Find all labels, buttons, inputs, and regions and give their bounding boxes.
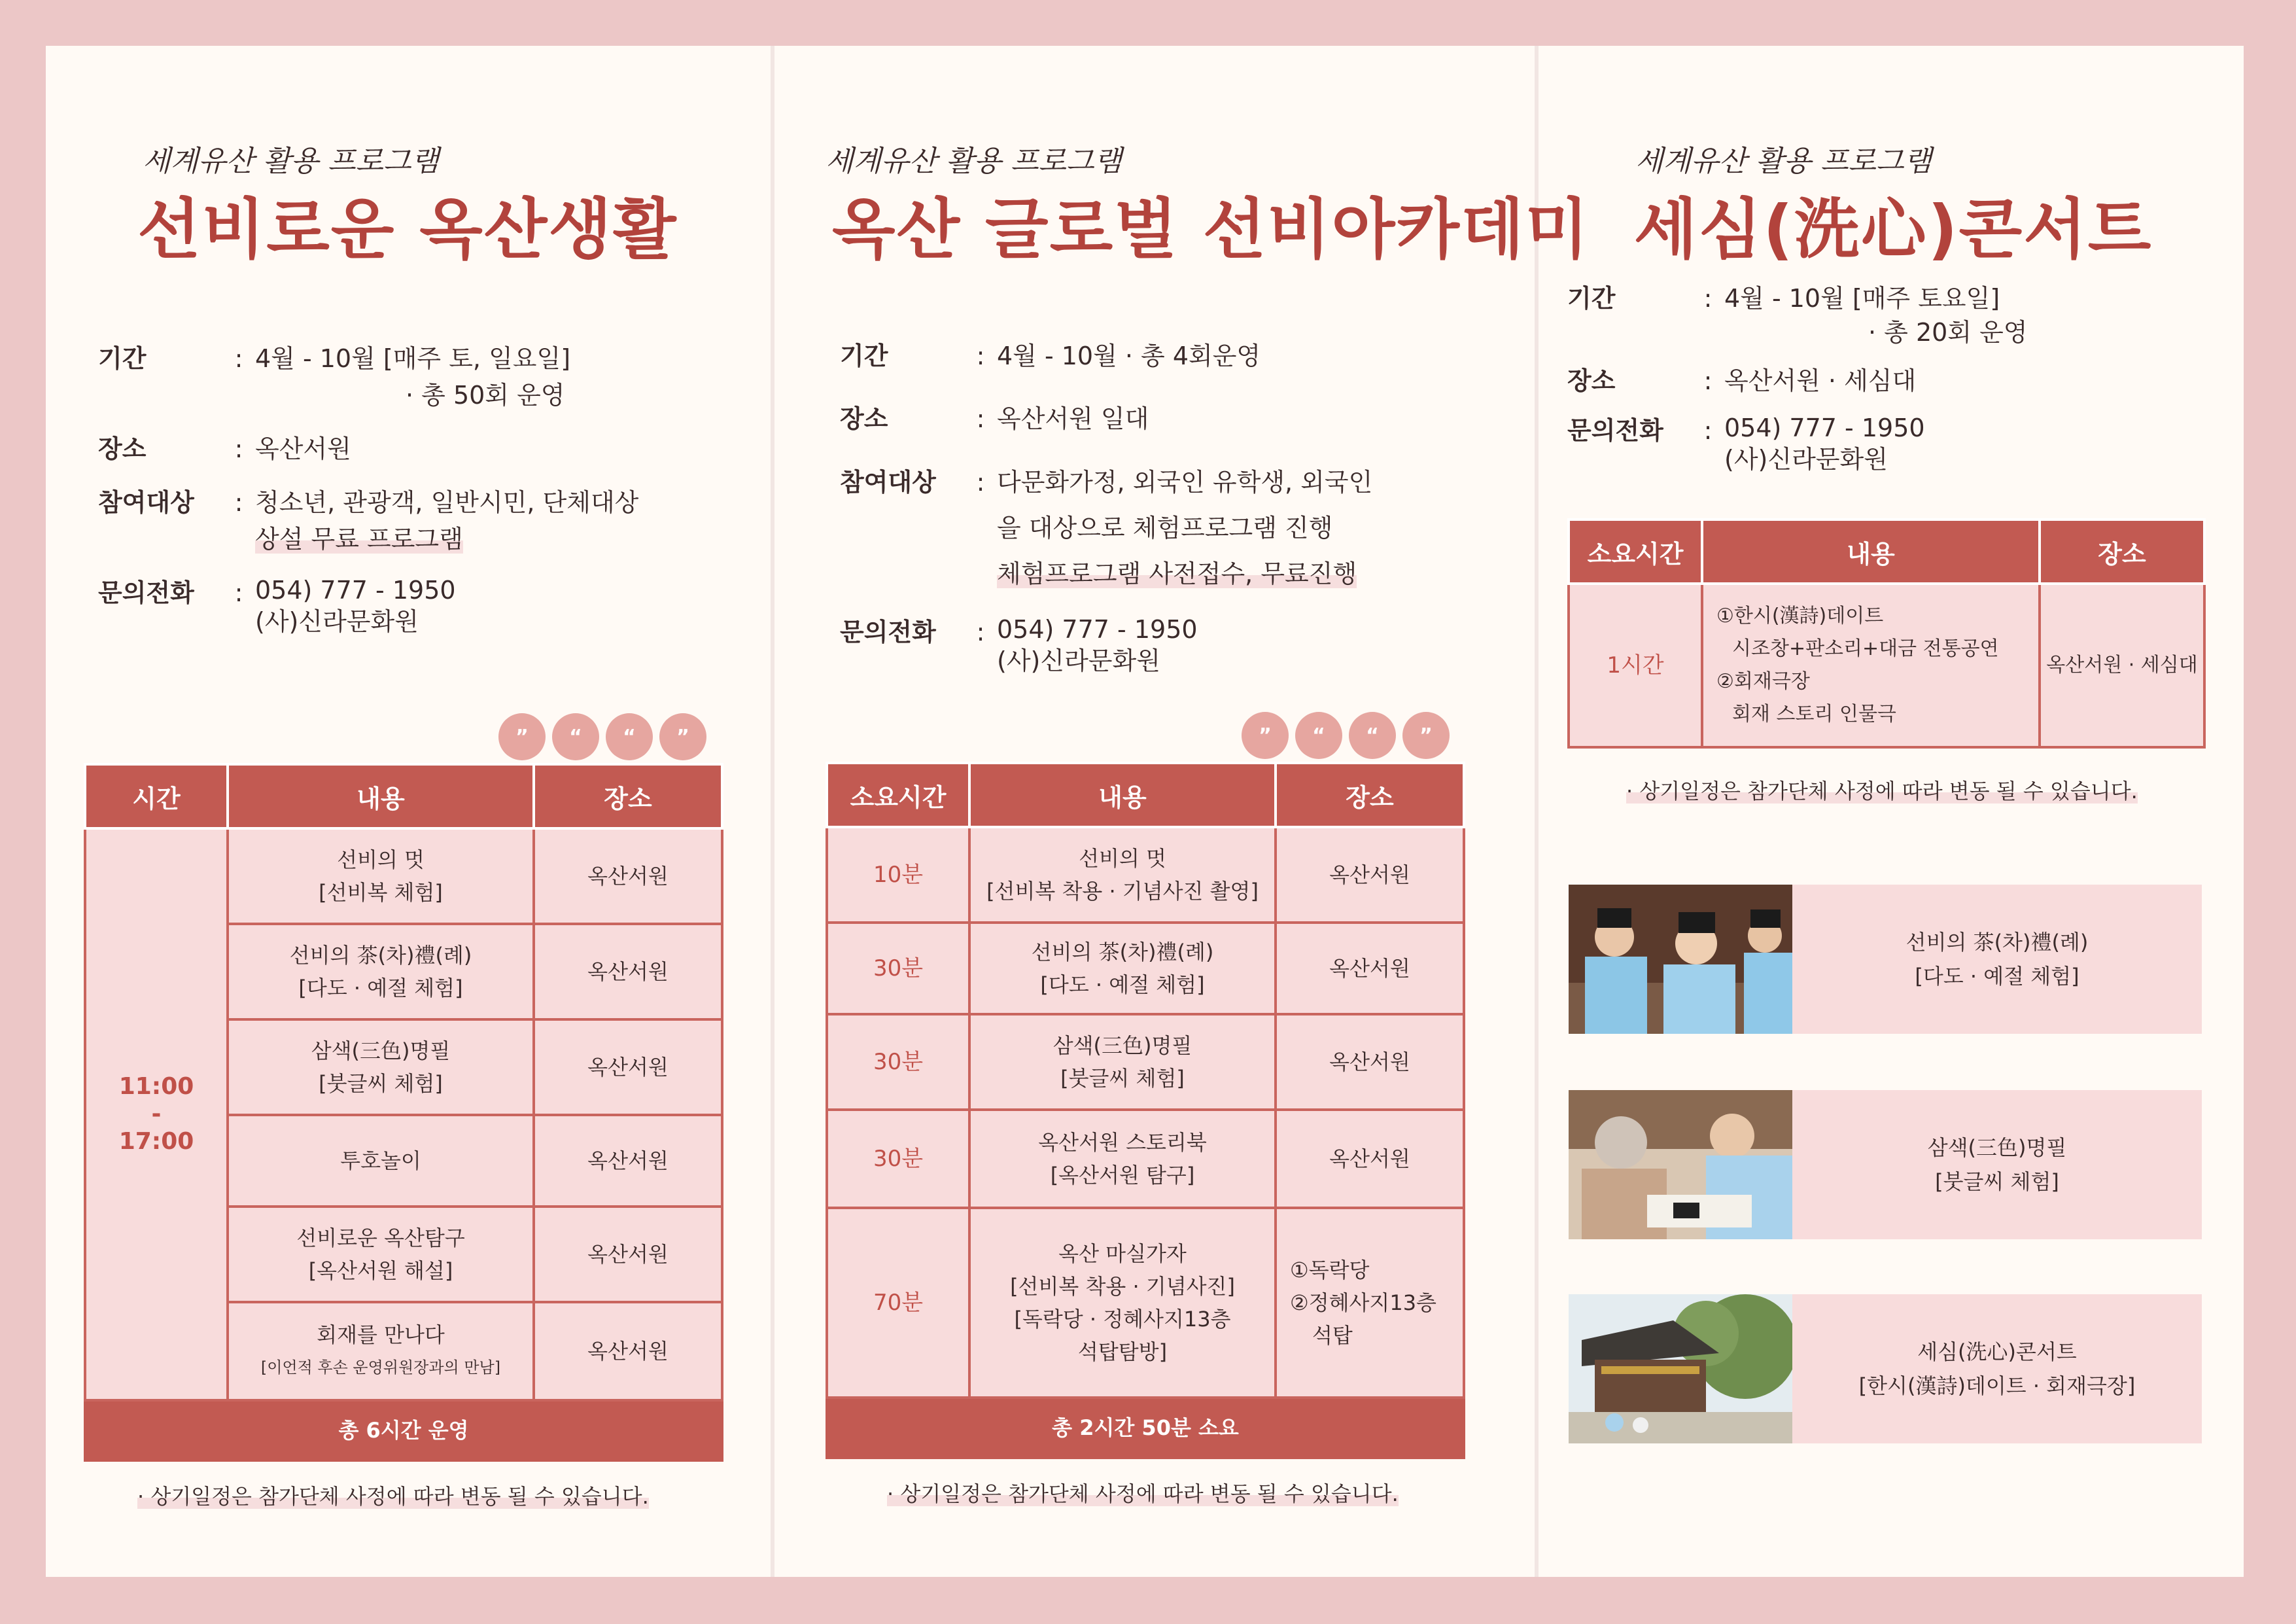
info-label: 참여대상: [840, 468, 936, 497]
panel3-title: 세심(洗心)콘서트: [1634, 191, 2153, 268]
panel2-subtitle: 세계유산 활용 프로그램: [826, 145, 1122, 178]
panel1-schedule-table: [84, 763, 723, 1462]
info-label: 기간: [1567, 284, 1616, 313]
info-value: 다문화가정, 외국인 유학생, 외국인: [997, 468, 1373, 497]
info-label: 문의전화: [98, 578, 194, 607]
panel3-note: · 상기일정은 참가단체 사정에 따라 변동 될 수 있습니다.: [1626, 779, 2138, 803]
quote-mark-icon: ”: [1402, 712, 1450, 759]
quote-mark-icon: “: [1349, 712, 1396, 759]
info-value: 옥산서원: [255, 434, 351, 463]
table-row: [827, 1208, 1464, 1398]
info-place: 장소 : 옥산서원 · 세심대: [1567, 362, 2195, 399]
info-label: 장소: [98, 434, 147, 463]
info-value: · 총 50회 운영: [406, 381, 565, 410]
info-value: 청소년, 관광객, 일반시민, 단체대상: [255, 488, 639, 517]
place-cell: 옥산서원: [534, 924, 722, 1019]
info-phone: 문의전화 : 054) 777 - 1950 (사)신라문화원: [1567, 412, 2195, 475]
table-header-row: [85, 764, 722, 828]
panel3-schedule-table: [1567, 518, 2206, 749]
place-cell: 옥산서원: [1276, 1110, 1464, 1208]
organization: (사)신라문화원: [255, 607, 419, 636]
panel3-info: [1567, 281, 2195, 492]
content-cell: 선비의 멋 [선비복 체험]: [228, 828, 534, 924]
place-cell: 옥산서원: [534, 1019, 722, 1115]
info-place: 장소 : 옥산서원: [98, 431, 687, 467]
info-label: 기간: [98, 344, 147, 373]
content-cell: 선비의 멋 [선비복 착용 · 기념사진 촬영]: [969, 827, 1276, 923]
panel3-subtitle: 세계유산 활용 프로그램: [1635, 145, 1932, 178]
quote-decoration: [1242, 712, 1450, 759]
table-total-row: [827, 1398, 1464, 1458]
table-row: [827, 923, 1464, 1014]
info-value: 옥산서원 일대: [997, 404, 1149, 433]
info-value: 상설 무료 프로그램: [255, 525, 463, 554]
duration-cell: 30분: [827, 1110, 969, 1208]
calligraphy-photo: [1569, 1090, 1792, 1239]
table-row: [827, 1014, 1464, 1110]
photo-card-tea: [1569, 885, 2202, 1034]
content-cell: 투호놀이: [228, 1115, 534, 1207]
time-span-cell: 11:00 - 17:00: [85, 828, 228, 1400]
tea-ceremony-photo: [1569, 885, 1792, 1034]
info-label: 참여대상: [98, 488, 194, 517]
duration-cell: 70분: [827, 1208, 969, 1398]
info-period: 기간 : 4월 - 10월 [매주 토, 일요일] · 총 50회 운영: [98, 340, 687, 414]
phone-number: 054) 777 - 1950: [255, 576, 456, 605]
header-place: 장소: [1276, 763, 1464, 827]
content-cell: 삼색(三色)명필 [붓글씨 체험]: [228, 1019, 534, 1115]
info-value: 체험프로그램 사전접수, 무료진행: [997, 559, 1357, 588]
photo-caption: 선비의 茶(차)禮(례) [다도 · 예절 체험]: [1905, 930, 2089, 989]
table-header-row: [827, 763, 1464, 827]
content-cell: 선비의 茶(차)禮(례) [다도 · 예절 체험]: [228, 924, 534, 1019]
quote-mark-icon: ”: [498, 713, 546, 760]
panel2-schedule-table: [826, 762, 1465, 1459]
header-place: 장소: [534, 764, 722, 828]
place-cell: 옥산서원 · 세심대: [2040, 584, 2204, 747]
photo-caption: 삼색(三色)명필 [붓글씨 체험]: [1927, 1135, 2067, 1194]
content-cell: 옥산 마실가자 [선비복 착용 · 기념사진] [독락당 · 정혜사지13층 석탑탐방]: [969, 1208, 1276, 1398]
info-label: 기간: [840, 342, 888, 370]
place-cell: 옥산서원: [1276, 1014, 1464, 1110]
content-cell: ①한시(漢詩)데이트 시조창+판소리+대금 전통공연 ②회재극장 회재 스토리 인물극: [1702, 584, 2040, 747]
panel2-title: 옥산 글로벌 선비아카데미: [832, 191, 1590, 268]
place-cell: 옥산서원: [534, 1207, 722, 1302]
total-cell: 총 2시간 50분 소요: [827, 1398, 1464, 1458]
header-time: 시간: [85, 764, 228, 828]
photo-card-concert: [1569, 1294, 2202, 1443]
quote-mark-icon: “: [1295, 712, 1342, 759]
header-duration: 소요시간: [827, 763, 969, 827]
quote-mark-icon: ”: [659, 713, 706, 760]
quote-mark-icon: ”: [1242, 712, 1289, 759]
info-label: 문의전화: [1567, 416, 1663, 445]
total-cell: 총 6시간 운영: [85, 1400, 722, 1460]
place-cell: 옥산서원: [1276, 923, 1464, 1014]
info-target: 참여대상 : 청소년, 관광객, 일반시민, 단체대상 상설 무료 프로그램: [98, 484, 687, 557]
quote-decoration: [498, 713, 706, 760]
info-period: 기간 : 4월 - 10월 · 총 4회운영: [840, 338, 1494, 374]
duration-cell: 10분: [827, 827, 969, 923]
panel2-info: [840, 338, 1494, 694]
place-cell: ①독락당 ②정혜사지13층 석탑: [1276, 1208, 1464, 1398]
info-label: 문의전화: [840, 618, 936, 646]
header-content: 내용: [969, 763, 1276, 827]
header-content: 내용: [1702, 520, 2040, 584]
panel2-note: · 상기일정은 참가단체 사정에 따라 변동 될 수 있습니다.: [887, 1481, 1399, 1506]
info-target: 참여대상 : 다문화가정, 외국인 유학생, 외국인 을 대상으로 체험프로그램 진행 체험프로그램 사전접수, 무료진행: [840, 459, 1494, 597]
panel1-subtitle: 세계유산 활용 프로그램: [143, 145, 440, 178]
duration-cell: 1시간: [1569, 584, 1702, 747]
table-row: [85, 828, 722, 924]
info-place: 장소 : 옥산서원 일대: [840, 400, 1494, 437]
organization: (사)신라문화원: [997, 646, 1160, 675]
fold-line-2: [1535, 46, 1539, 1577]
info-value: · 총 20회 운영: [1868, 318, 2028, 347]
panel1-title: 선비로운 옥산생활: [137, 191, 678, 268]
info-value: 4월 - 10월 [매주 토요일]: [1724, 284, 2000, 313]
photo-caption: 세심(洗心)콘서트 [한시(漢詩)데이트 · 회재극장]: [1858, 1339, 2136, 1398]
info-label: 장소: [1567, 366, 1616, 395]
info-phone: 문의전화 : 054) 777 - 1950 (사)신라문화원: [840, 614, 1494, 677]
content-cell: 옥산서원 스토리북 [옥산서원 탐구]: [969, 1110, 1276, 1208]
duration-cell: 30분: [827, 923, 969, 1014]
table-total-row: [85, 1400, 722, 1460]
concert-photo: [1569, 1294, 1792, 1443]
table-row: [827, 827, 1464, 923]
place-cell: 옥산서원: [534, 1115, 722, 1207]
table-row: [827, 1110, 1464, 1208]
phone-number: 054) 777 - 1950: [997, 615, 1198, 644]
place-cell: 옥산서원: [1276, 827, 1464, 923]
header-place: 장소: [2040, 520, 2204, 584]
content-cell: 삼색(三色)명필 [붓글씨 체험]: [969, 1014, 1276, 1110]
content-cell: 선비로운 옥산탐구 [옥산서원 해설]: [228, 1207, 534, 1302]
header-content: 내용: [228, 764, 534, 828]
table-row: [1569, 584, 2204, 747]
duration-cell: 30분: [827, 1014, 969, 1110]
info-phone: 문의전화 : 054) 777 - 1950 (사)신라문화원: [98, 574, 687, 637]
panel1-info: [98, 340, 687, 654]
info-value: 4월 - 10월 · 총 4회운영: [997, 342, 1261, 370]
panel1-note: · 상기일정은 참가단체 사정에 따라 변동 될 수 있습니다.: [137, 1484, 649, 1509]
info-value: 을 대상으로 체험프로그램 진행: [997, 514, 1333, 542]
place-cell: 옥산서원: [534, 1302, 722, 1400]
info-value: 4월 - 10월 [매주 토, 일요일]: [255, 344, 571, 373]
phone-number: 054) 777 - 1950: [1724, 414, 1925, 442]
info-value: 옥산서원 · 세심대: [1724, 366, 1917, 395]
info-period: 기간 : 4월 - 10월 [매주 토요일] · 총 20회 운영: [1567, 281, 2195, 349]
fold-line-1: [771, 46, 774, 1577]
content-cell: 선비의 茶(차)禮(례) [다도 · 예절 체험]: [969, 923, 1276, 1014]
table-header-row: [1569, 520, 2204, 584]
place-cell: 옥산서원: [534, 828, 722, 924]
quote-mark-icon: “: [552, 713, 599, 760]
info-label: 장소: [840, 404, 888, 433]
organization: (사)신라문화원: [1724, 445, 1888, 474]
photo-card-calligraphy: [1569, 1090, 2202, 1239]
quote-mark-icon: “: [606, 713, 653, 760]
content-cell: 회재를 만나다 [이언적 후손 운영위원장과의 만남]: [228, 1302, 534, 1400]
header-duration: 소요시간: [1569, 520, 1702, 584]
